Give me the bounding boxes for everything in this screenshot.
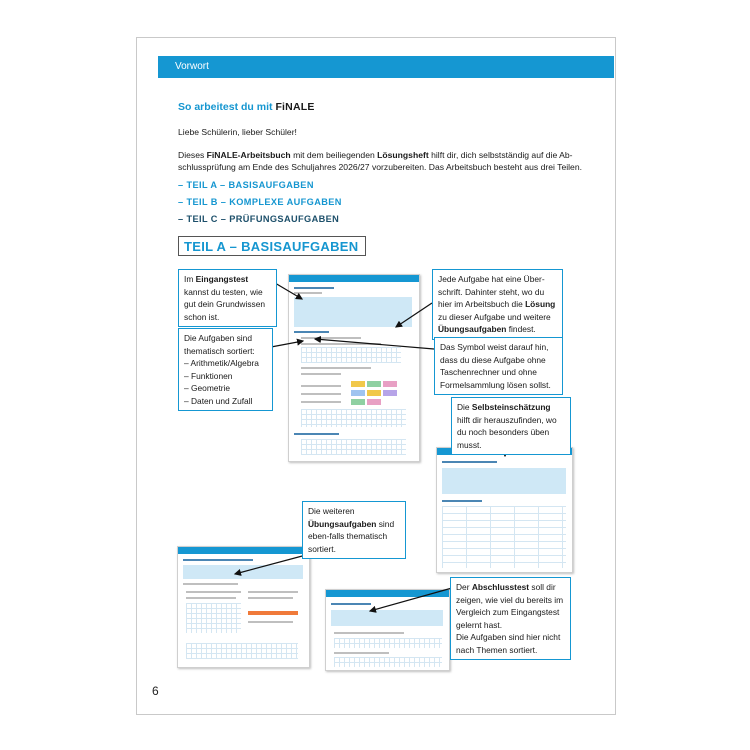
topic-item: – Arithmetik/Algebra [184, 358, 259, 368]
brand-name: FiNALE [275, 101, 315, 113]
callout-symbol: Das Symbol weist darauf hin, dass du diese Aufgabe ohne Taschenrechner und ohne Formelsammlung lösen sollst. [434, 337, 563, 395]
intro-paragraph: Dieses FiNALE-Arbeitsbuch mit dem beiliegenden Lösungsheft hilft dir, dich selbstständig auf die Ab- schlussprüfung am Ende des Schuljahres 2026/27 vorzubereiten. Das Arbeitsbuch besteht aus drei Teilen. [178, 150, 582, 172]
part-item-b: – TEIL B – KOMPLEXE AUFGABEN [178, 197, 342, 207]
callout-themen [178, 328, 273, 411]
callout-abschlusstest: Der Abschlusstest soll dir zeigen, wie viel du bereits im Vergleich zum Eingangstest gelernt hast. Die Aufgaben sind hier nicht nach Themen sortiert. [450, 577, 571, 660]
section-title: TEIL A – BASISAUFGABEN [178, 236, 366, 256]
callout-selbsteinschaetzung: Die Selbsteinschätzung hilft dir herauszufinden, wo du noch besonders üben musst. [451, 397, 571, 455]
callout-ueberschrift: Jede Aufgabe hat eine Über-schrift. Dahinter steht, wo du hier im Arbeitsbuch die Lösung zu dieser Aufgabe und weitere Übungsaufgaben findest. [432, 269, 563, 340]
callout-weitere-uebungen: Die weiteren Übungsaufgaben sind eben-falls thematisch sortiert. [302, 501, 406, 559]
greeting: Liebe Schülerin, lieber Schüler! [178, 127, 297, 137]
topic-item: – Daten und Zufall [184, 395, 253, 406]
title-prefix: So arbeitest du mit [178, 101, 276, 113]
part-item-a: – TEIL A – BASISAUFGABEN [178, 180, 314, 190]
header-label: Vorwort [175, 61, 209, 72]
page-number: 6 [152, 684, 159, 698]
callout-themen-intro: Die Aufgaben sind thematisch sortiert: [184, 333, 255, 356]
topic-item: – Funktionen [184, 370, 233, 381]
topic-item: – Geometrie [184, 383, 231, 393]
callout-eingangstest: Im Eingangstest kannst du testen, wie gut dein Grundwissen schon ist. [178, 269, 277, 327]
part-item-c: – TEIL C – PRÜFUNGSAUFGABEN [178, 214, 340, 224]
